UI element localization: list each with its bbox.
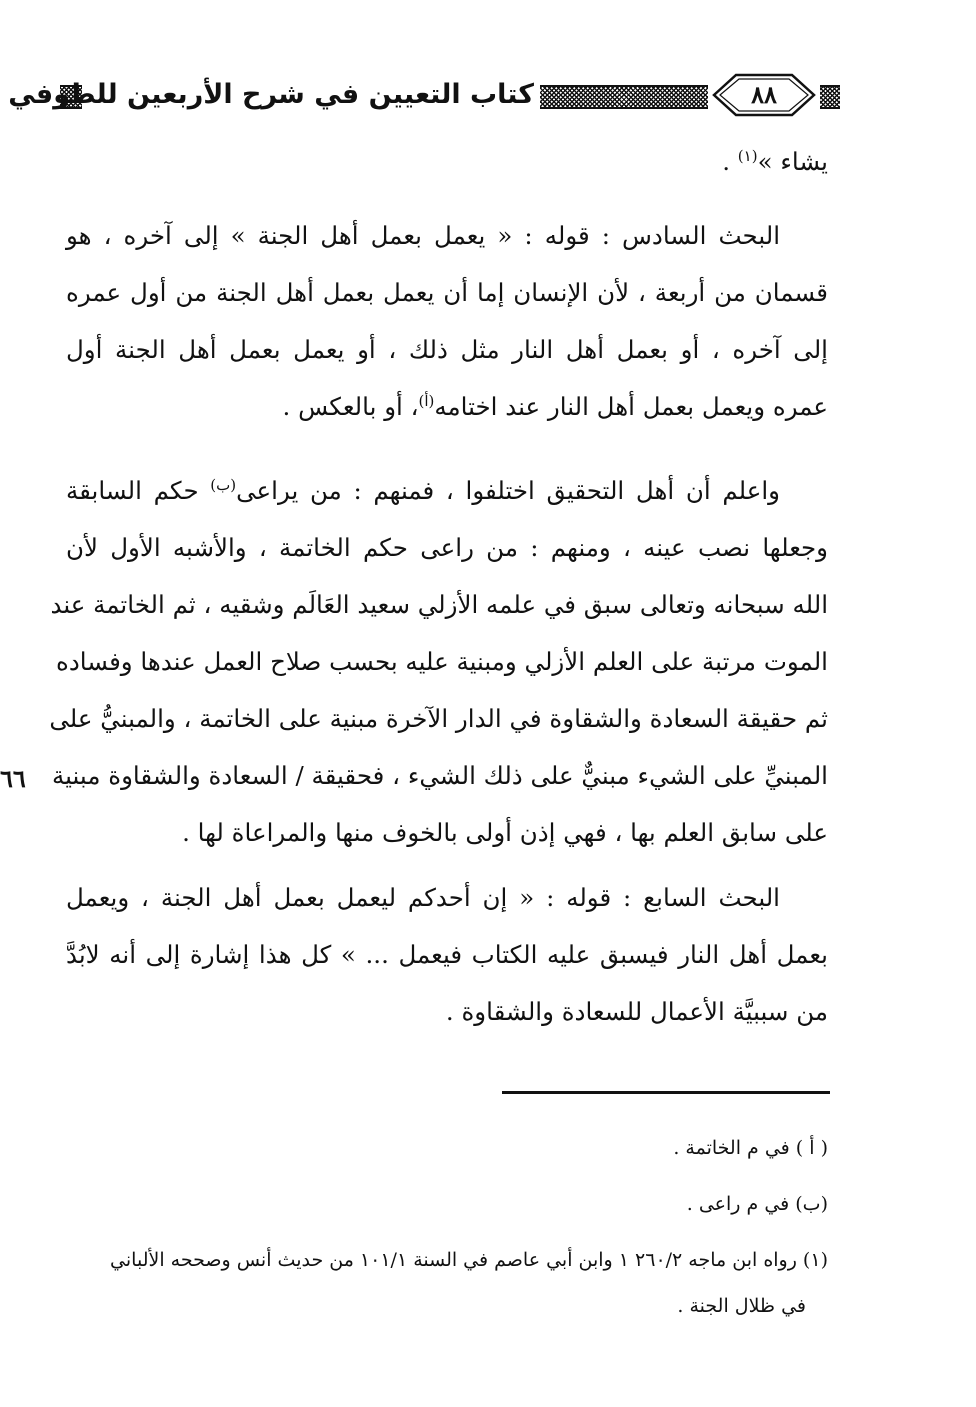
text-line-9: الموت مرتبة على العلم الأزلي ومبنية عليه بحسب صلاح العمل عندها وفساده xyxy=(56,647,828,676)
text-line-11: المبنيِّ على الشيء مبنيٌّ على ذلك الشيء ، فحقيقة / السعادة والشقاوة مبنية xyxy=(52,761,828,790)
text-span: واعلم أن أهل التحقيق اختلفوا ، فمنهم : من يراعى xyxy=(236,476,781,505)
text-line-15: من سببيَّة الأعمال للسعادة والشقاوة . xyxy=(445,997,828,1026)
text-line-12: على سابق العلم بها ، فهي إذن أولى بالخوف منها والمراعاة لها . xyxy=(182,818,828,847)
text-span: عمره ويعمل بعمل أهل النار عند اختامه xyxy=(434,392,828,421)
text-span: حكم السابقة xyxy=(66,476,211,505)
page-number: ٨٨ xyxy=(751,80,777,109)
text-line-10: ثم حقيقة السعادة والشقاوة في الدار الآخرة مبنية على الخاتمة ، والمبنيُّ على xyxy=(49,704,828,733)
footnote-b: (ب) في م راعى . xyxy=(686,1193,828,1215)
footnote-a: ( أ ) في م الخاتمة . xyxy=(673,1137,828,1159)
footnote-ref-1: (١) xyxy=(737,146,758,165)
header-ornament-far xyxy=(820,85,840,109)
text-span: يشاء » xyxy=(757,147,828,176)
text-line-8: الله سبحانه وتعالى سبق في علمه الأزلي سعيد العَالَم وشقيه ، ثم الخاتمة عند xyxy=(50,590,828,619)
page-number-badge xyxy=(712,73,816,117)
page-header xyxy=(8,72,840,118)
text-line-7: وجعلها نصب عينه ، ومنهم : من راعى حكم الخاتمة ، والأشبه الأول لأن xyxy=(66,533,828,562)
text-span: . xyxy=(722,147,738,176)
text-line-5 xyxy=(66,391,828,425)
text-line-1 xyxy=(66,146,828,180)
manuscript-page-marker: ٦٦ xyxy=(0,764,26,793)
footnote-1-continued: في ظلال الجنة . xyxy=(677,1295,806,1317)
header-ornament-right xyxy=(540,85,708,109)
book-title: كتاب التعيين في شرح الأربعين للطوفي xyxy=(8,79,534,110)
text-line-6 xyxy=(66,475,828,509)
text-line-3: قسمان من أربعة ، لأن الإنسان إما أن يعمل بعمل أهل الجنة من أول عمره xyxy=(66,278,828,307)
text-line-13: البحث السابع : قوله : « إن أحدكم ليعمل بعمل أهل الجنة ، ويعمل xyxy=(66,883,780,912)
text-line-14: بعمل أهل النار فيسبق عليه الكتاب فيعمل ... » كل هذا إشارة إلى أنه لابُدَّ xyxy=(66,940,828,969)
footnote-1: (١) رواه ابن ماجه ٢٦٠/٢ ١ وابن أبي عاصم في السنة ١٠١/١ من حديث أنس وصححه الألباني xyxy=(110,1249,828,1271)
footnote-separator xyxy=(502,1091,830,1094)
footnote-ref-a: (أ) xyxy=(418,391,435,410)
text-line-2: البحث السادس : قوله : « يعمل بعمل أهل الجنة » إلى آخره ، هو xyxy=(66,221,780,250)
text-line-4: إلى آخره ، أو بعمل أهل النار مثل ذلك ، أو يعمل بعمل أهل الجنة أول xyxy=(66,335,828,364)
text-span: ، أو بالعكس . xyxy=(282,392,419,421)
footnote-ref-b: (ب) xyxy=(210,475,237,494)
